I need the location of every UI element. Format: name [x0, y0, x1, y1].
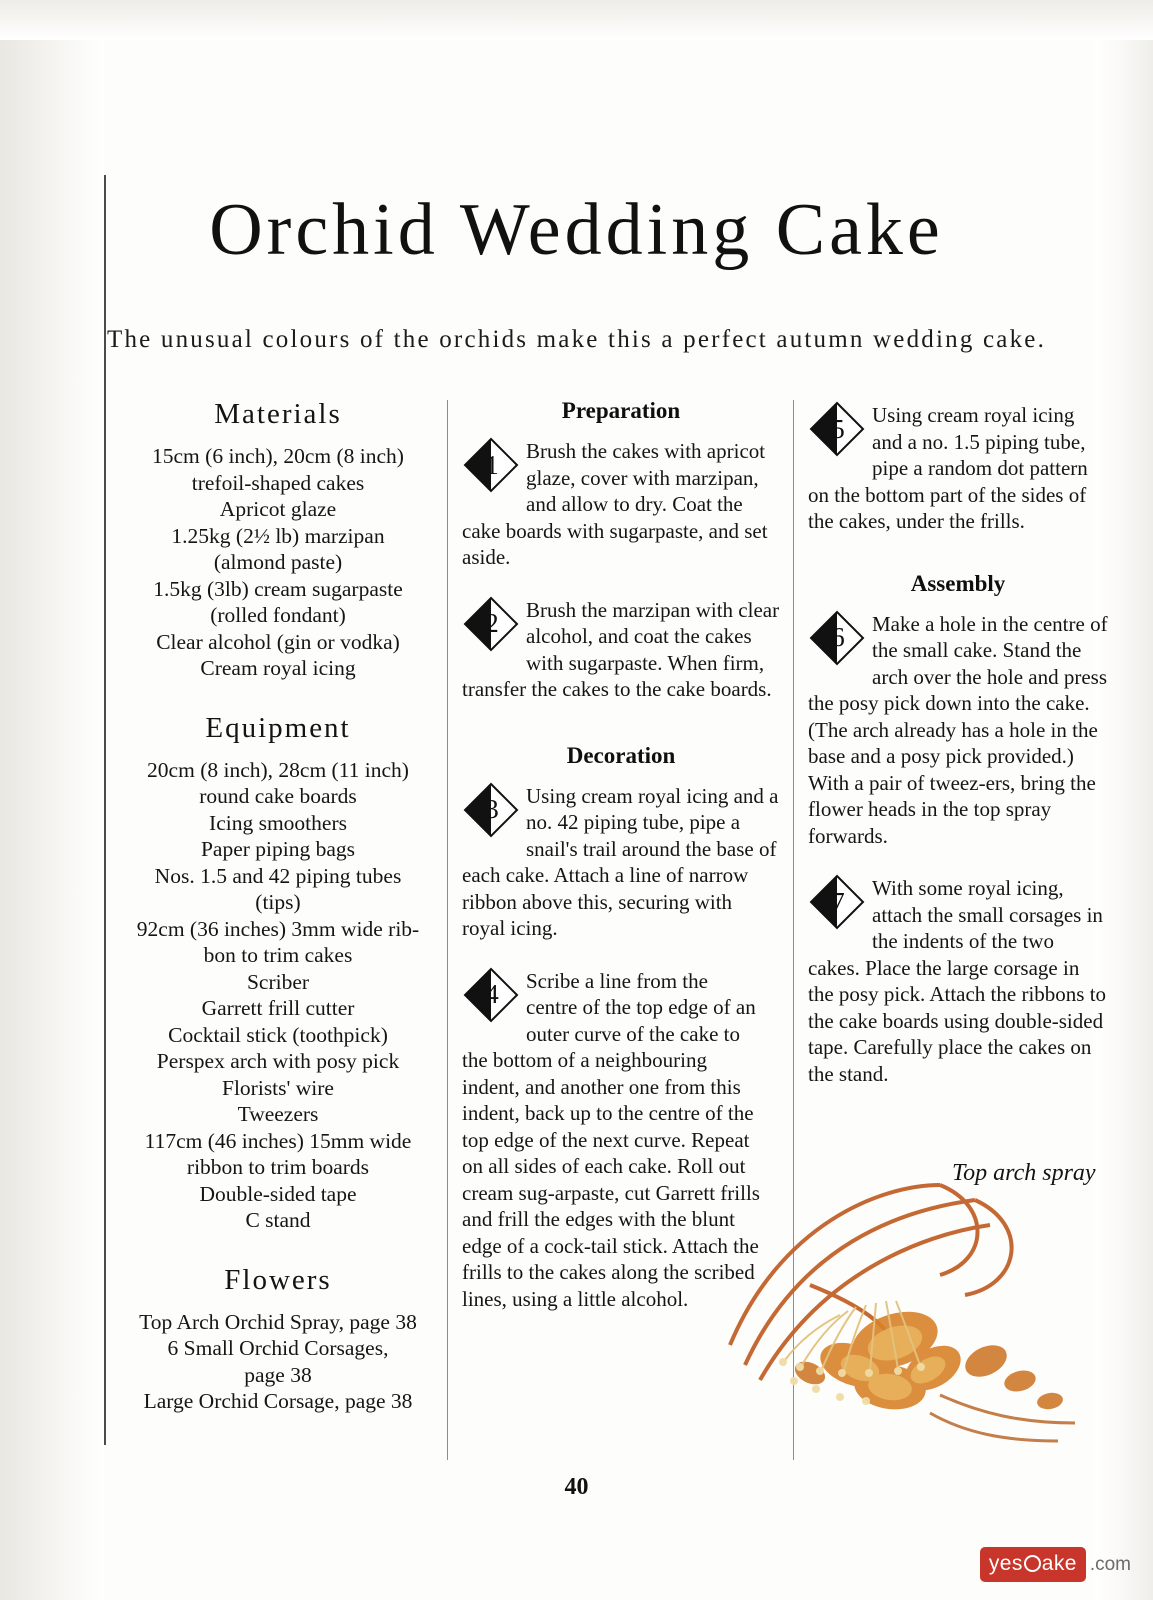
- list-item: trefoil-shaped cakes: [191, 470, 365, 495]
- step-number: 1: [485, 449, 499, 480]
- list-item: page 38: [244, 1362, 312, 1387]
- step-number: 6: [831, 622, 845, 653]
- list-item: 15cm (6 inch), 20cm (8 inch): [152, 444, 404, 468]
- materials-column: [118, 398, 438, 1415]
- instructions-column-right: [808, 398, 1108, 1109]
- list-item: Tweezers: [237, 1102, 319, 1126]
- step-5: [808, 398, 1108, 535]
- list-item: 1.25kg (2½ lb) marzipan: [171, 523, 385, 548]
- list-item: (rolled fondant): [210, 603, 346, 627]
- step-number: 7: [831, 886, 845, 917]
- list-item: (almond paste): [213, 550, 343, 574]
- flowers-heading: Flowers: [224, 1263, 332, 1296]
- list-item: 6 Small Orchid Corsages,: [167, 1336, 389, 1360]
- orchid-spray-illustration: [690, 1165, 1110, 1465]
- step-1: [462, 434, 780, 571]
- step-number-badge: [808, 609, 866, 667]
- step-number-badge: [462, 966, 520, 1024]
- list-item: 117cm (46 inches) 15mm wide: [144, 1128, 412, 1153]
- watermark-brand-suffix: ake: [1041, 1552, 1077, 1575]
- list-item: Nos. 1.5 and 42 piping tubes: [154, 863, 402, 888]
- step-number-badge: [462, 781, 520, 839]
- assembly-heading: Assembly: [910, 570, 1006, 596]
- list-item: Icing smoothers: [209, 810, 347, 835]
- step-7: [808, 871, 1108, 1087]
- list-item: Cream royal icing: [200, 656, 356, 680]
- list-item: Large Orchid Corsage, page 38: [143, 1389, 413, 1413]
- list-item: Florists' wire: [222, 1075, 334, 1100]
- page-edge-shading-top: [0, 0, 1153, 40]
- page-subtitle: The unusual colours of the orchids make this a perfect autumn wedding cake.: [106, 326, 1047, 353]
- list-item: 92cm (36 inches) 3mm wide rib-: [136, 916, 420, 941]
- equipment-heading: Equipment: [205, 711, 351, 744]
- list-item: 20cm (8 inch), 28cm (11 inch): [147, 757, 409, 782]
- list-item: Perspex arch with posy pick: [156, 1049, 400, 1073]
- flowers-list: [118, 1309, 438, 1415]
- list-item: Cocktail stick (toothpick): [168, 1022, 388, 1047]
- watermark-logo: [980, 1547, 1131, 1582]
- step-number: 4: [485, 979, 499, 1010]
- decoration-heading: Decoration: [566, 742, 676, 768]
- list-item: Apricot glaze: [219, 497, 337, 521]
- list-item: Clear alcohol (gin or vodka): [156, 629, 400, 654]
- step-number-badge: [808, 873, 866, 931]
- watermark-badge: [980, 1547, 1086, 1582]
- step-text: Using cream royal icing and a no. 42 piping tube, pipe a snail's trail around the base of each cake. Attach a line of narrow ribbon above this, securing with royal icing.: [462, 783, 779, 940]
- list-item: Garrett frill cutter: [201, 996, 355, 1020]
- step-number-badge: [462, 595, 520, 653]
- preparation-heading: Preparation: [561, 398, 681, 423]
- step-number-badge: [462, 436, 520, 494]
- step-text: Using cream royal icing and a no. 1.5 piping tube, pipe a random dot pattern on the bottom part of the sides of the cakes, under the frills.: [808, 403, 1088, 533]
- step-number: 3: [485, 794, 499, 825]
- list-item: Paper piping bags: [200, 837, 356, 861]
- step-text: Scribe a line from the centre of the top edge of an outer curve of the cake to the bottom of a neighbouring indent, and another one from this indent, back up to the centre of the top edge of the next curve. Repeat on all sides of each cake. Roll out cream sug-arpaste, cut Garrett frills and frill the edges with the blunt edge of a cock-tail stick. Attach the frills to the cakes along the scribed lines, using a little alcohol.: [462, 968, 760, 1311]
- step-text: Make a hole in the centre of the small cake. Stand the arch over the hole and press the posy pick down into the cake. (The arch already has a hole in the base and a posy pick provided.) With a pair of tweez-ers, bring the flower heads in the top spray forwards.: [808, 611, 1108, 848]
- materials-heading: Materials: [214, 398, 342, 430]
- page-number: 40: [564, 1474, 589, 1500]
- list-item: 1.5kg (3lb) cream sugarpaste: [153, 576, 403, 601]
- materials-list: [118, 443, 438, 682]
- step-number: 2: [485, 608, 499, 639]
- list-item: bon to trim cakes: [203, 943, 353, 967]
- left-margin-rule: [104, 175, 106, 1445]
- step-text: Brush the cakes with apricot glaze, cover with marzipan, and allow to dry. Coat the cake boards with sugarpaste, and set aside.: [462, 439, 768, 569]
- step-6: [808, 607, 1108, 850]
- column-divider-1: [447, 400, 448, 1460]
- list-item: Top Arch Orchid Spray, page 38: [139, 1309, 417, 1334]
- step-number-badge: [808, 400, 866, 458]
- step-text: With some royal icing, attach the small corsages in the indents of the two cakes. Place the large corsage in the posy pick. Attach the ribbons to the cake boards using double-sided tape. Carefully place the cakes on the stand.: [808, 876, 1107, 1086]
- step-3: [462, 779, 780, 942]
- cup-icon: [1024, 1555, 1041, 1572]
- list-item: round cake boards: [199, 784, 357, 808]
- list-item: C stand: [245, 1208, 311, 1232]
- watermark-brand-prefix: yes: [988, 1552, 1023, 1575]
- page-title: Orchid Wedding Cake: [209, 189, 944, 271]
- list-item: Double-sided tape: [199, 1181, 357, 1206]
- list-item: ribbon to trim boards: [186, 1155, 370, 1179]
- equipment-list: [118, 757, 438, 1234]
- step-number: 5: [831, 413, 845, 444]
- list-item: (tips): [255, 890, 301, 914]
- step-text: Brush the marzipan with clear alcohol, and coat the cakes with sugarpaste. When firm, transfer the cakes to the cake boards.: [462, 597, 780, 701]
- figure-caption: Top arch spray: [952, 1160, 1096, 1186]
- list-item: Scriber: [246, 969, 310, 994]
- step-2: [462, 593, 780, 703]
- watermark-domain: .com: [1089, 1553, 1131, 1575]
